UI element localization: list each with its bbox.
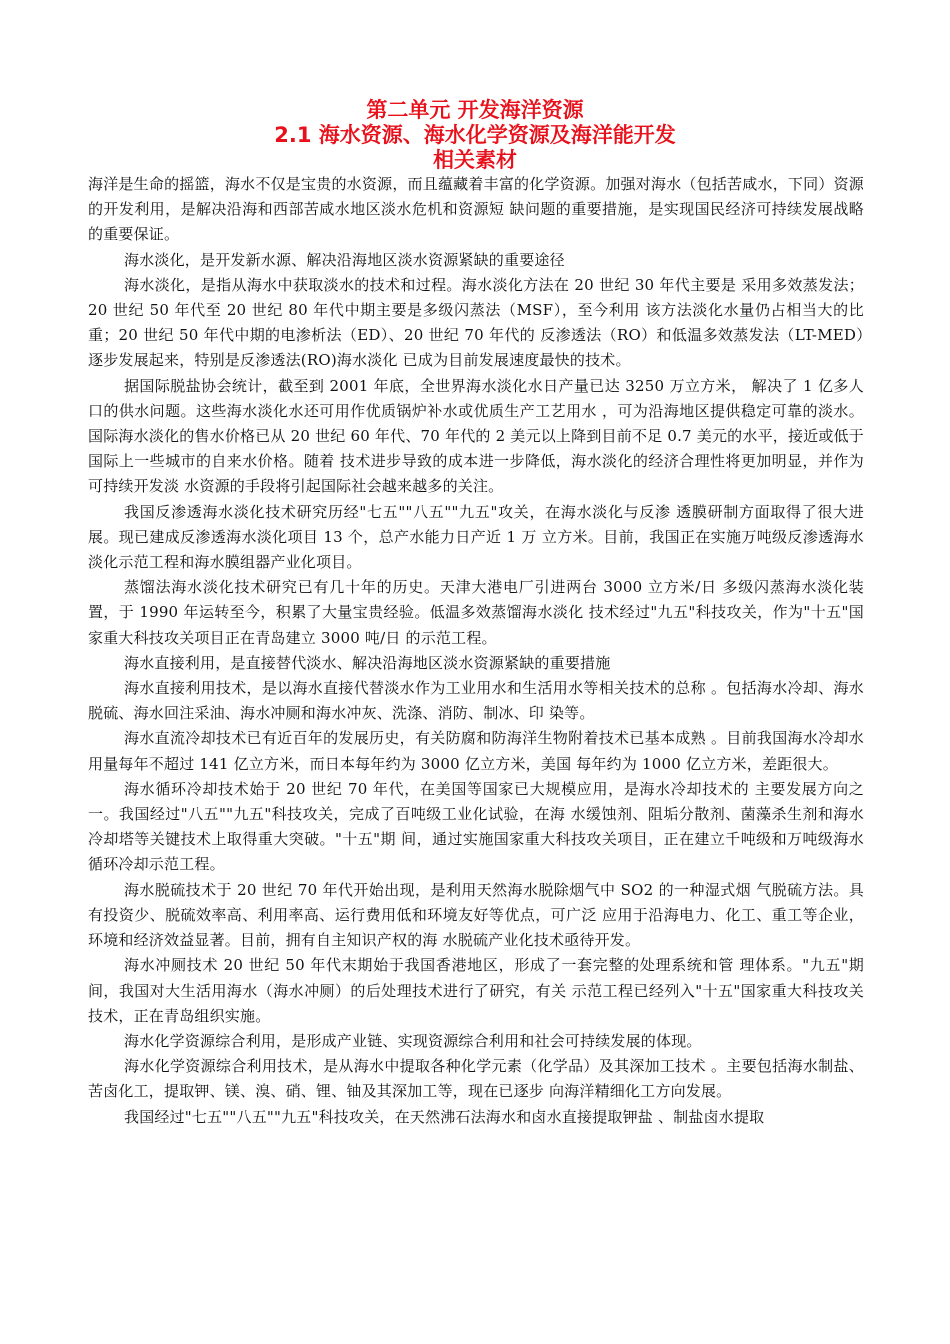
paragraph: 我国反渗透海水淡化技术研究历经"七五""八五""九五"攻关，在海水淡化与反渗 透膜研制方面取得了很大进展。现已建成反渗透海水淡化项目 13 个，总产水能力日产近 1 万 立方米。目前，我国正在实施万吨级反渗透海水淡化示范工程和海水膜组器产业化项目。: [88, 502, 864, 572]
paragraph-intro: 海洋是生命的摇篮，海水不仅是宝贵的水资源，而且蕴藏着丰富的化学资源。加强对海水（包括苦咸水，下同）资源的开发利用，是解决沿海和西部苦咸水地区淡水危机和资源短 缺问题的重要措施，是实现国民经济可持续发展战略的重要保证。: [88, 175, 864, 244]
title-unit: 第二单元 开发海洋资源: [366, 98, 584, 122]
paragraph: 海水直流冷却技术已有近百年的发展历史，有关防腐和防海洋生物附着技术已基本成熟 。目前我国海水冷却水用量每年不超过 141 亿立方米，而日本每年约为 3000 亿立方米，美国 每年约为 1000 亿立方米，差距很大。: [88, 729, 864, 773]
document-body: [88, 172, 864, 1130]
paragraph: 海水脱硫技术于 20 世纪 70 年代开始出现，是利用天然海水脱除烟气中 SO2 的一种湿式烟 气脱硫方法。具有投资少、脱硫效率高、利用率高、运行费用低和环境友好等优点，可广泛 应用于沿海电力、化工、重工等企业，环境和经济效益显著。目前，拥有自主知识产权的海 水脱硫产业化技术亟待开发。: [88, 880, 864, 950]
paragraph: 我国经过"七五""八五""九五"科技攻关，在天然沸石法海水和卤水直接提取钾盐 、制盐卤水提取: [124, 1107, 765, 1126]
title-subtitle: 相关素材: [433, 148, 517, 172]
title-section: 2.1 海水资源、海水化学资源及海洋能开发: [274, 123, 676, 147]
paragraph-desalination-heading: 海水淡化，是开发新水源、解决沿海地区淡水资源紧缺的重要途径: [124, 250, 565, 269]
paragraph-chemical-heading: 海水化学资源综合利用，是形成产业链、实现资源综合利用和社会可持续发展的体现。: [124, 1031, 702, 1050]
paragraph: 海水冲厕技术 20 世纪 50 年代末期始于我国香港地区，形成了一套完整的处理系统和管 理体系。"九五"期间，我国对大生活用海水（海水冲厕）的后处理技术进行了研究，有关 示范工程已经列入"十五"国家重大科技攻关技术，正在青岛组织实施。: [88, 956, 864, 1025]
paragraph: 据国际脱盐协会统计，截至到 2001 年底，全世界海水淡化水日产量已达 3250 万立方米， 解决了 1 亿多人口的供水问题。这些海水淡化水还可用作优质锅炉补水或优质生产工艺用水 ，可为沿海地区提供稳定可靠的淡水。国际海水淡化的售水价格已从 20 世纪 60 年代、70 年代的 2 美元以上降到目前不足 0.7 美元的水平，接近或低于国际上一些城市的自来水价格。随着 技术进步导致的成本进一步降低，海水淡化的经济合理性将更加明显，并作为可持续开发淡 水资源的手段将引起国际社会越来越多的关注。: [88, 376, 864, 496]
paragraph-direct-use-heading: 海水直接利用，是直接替代淡水、解决沿海地区淡水资源紧缺的重要措施: [124, 653, 611, 672]
paragraph: 海水化学资源综合利用技术，是从海水中提取各种化学元素（化学品）及其深加工技术 。主要包括海水制盐、苦卤化工，提取钾、镁、溴、硝、锂、铀及其深加工等，现在已逐步 向海洋精细化工方向发展。: [88, 1057, 864, 1101]
paragraph: 海水直接利用技术，是以海水直接代替淡水作为工业用水和生活用水等相关技术的总称 。包括海水冷却、海水脱硫、海水回注采油、海水冲厕和海水冲灰、洗涤、消防、制冰、印 染等。: [88, 679, 864, 723]
document-title: [88, 98, 862, 173]
paragraph: 海水循环冷却技术始于 20 世纪 70 年代，在美国等国家已大规模应用，是海水冷却技术的 主要发展方向之一。我国经过"八五""九五"科技攻关，完成了百吨级工业化试验，在海 水缓蚀剂、阻垢分散剂、菌藻杀生剂和海水冷却塔等关键技术上取得重大突破。"十五"期 间，通过实施国家重大科技攻关项目，正在建立千吨级和万吨级海水循环冷却示范工程。: [88, 779, 864, 874]
paragraph: 蒸馏法海水淡化技术研究已有几十年的历史。天津大港电厂引进两台 3000 立方米/日 多级闪蒸海水淡化装置，于 1990 年运转至今，积累了大量宝贵经验。低温多效蒸馏海水淡化 技术经过"九五"科技攻关，作为"十五"国家重大科技攻关项目正在青岛建立 3000 吨/日 的示范工程。: [88, 578, 864, 647]
paragraph: 海水淡化，是指从海水中获取淡水的技术和过程。海水淡化方法在 20 世纪 30 年代主要是 采用多效蒸发法；20 世纪 50 年代至 20 世纪 80 年代中期主要是多级闪蒸法（MSF），至今利用 该方法淡化水量仍占相当大的比重；20 世纪 50 年代中期的电渗析法（ED）、20 世纪 70 年代的 反渗透法（RO）和低温多效蒸发法（LT-MED）逐步发展起来，特别是反渗透法(RO)海水淡化 已成为目前发展速度最快的技术。: [88, 275, 864, 370]
